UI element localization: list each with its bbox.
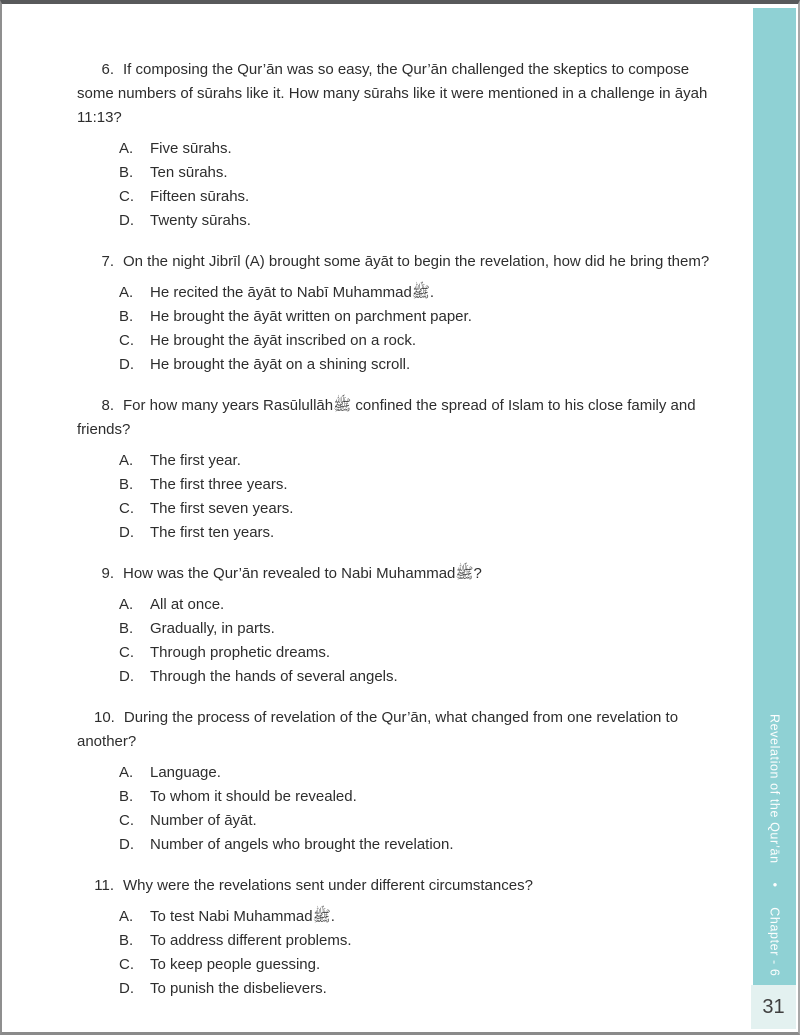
option-text: Through the hands of several angels. <box>150 668 398 685</box>
option-text: To whom it should be revealed. <box>150 788 357 805</box>
option-text: The first ten years. <box>150 524 275 541</box>
option-row <box>119 161 729 185</box>
option-text: He brought the āyāt inscribed on a rock. <box>150 332 416 349</box>
option-letter: B. <box>119 308 134 325</box>
option-text: He recited the āyāt to Nabī Muhammadﷺ. <box>150 284 435 301</box>
option-letter: A. <box>119 284 134 301</box>
options-list <box>119 137 729 233</box>
option-letter: B. <box>119 788 134 805</box>
question-number: 8. <box>101 397 114 414</box>
page-number-box <box>751 985 796 1029</box>
option-row <box>119 353 729 377</box>
question-stem <box>77 58 729 130</box>
options-list <box>119 761 729 857</box>
question-7 <box>77 250 729 377</box>
option-letter: C. <box>119 956 134 973</box>
option-text: Fifteen sūrahs. <box>150 188 250 205</box>
option-text: Number of angels who brought the revelation. <box>150 836 454 853</box>
option-row <box>119 761 729 785</box>
option-row <box>119 449 729 473</box>
option-text: Gradually, in parts. <box>150 620 275 637</box>
question-number: 7. <box>101 253 114 270</box>
option-text: All at once. <box>150 596 225 613</box>
option-text: The first three years. <box>150 476 288 493</box>
option-row <box>119 521 729 545</box>
option-row <box>119 305 729 329</box>
option-text: He brought the āyāt on a shining scroll. <box>150 356 411 373</box>
option-row <box>119 329 729 353</box>
option-letter: A. <box>119 596 134 613</box>
option-text: To address different problems. <box>150 932 352 949</box>
option-row <box>119 929 729 953</box>
question-9 <box>77 562 729 689</box>
question-text: How was the Qur’ān revealed to Nabi Muhammadﷺ? <box>123 565 482 582</box>
question-stem <box>77 562 729 586</box>
option-row <box>119 905 729 929</box>
question-number: 9. <box>101 565 114 582</box>
option-text: He brought the āyāt written on parchment paper. <box>150 308 472 325</box>
options-list <box>119 593 729 689</box>
option-text: The first seven years. <box>150 500 294 517</box>
question-6 <box>77 58 729 233</box>
option-row <box>119 137 729 161</box>
option-text: Language. <box>150 764 221 781</box>
option-row <box>119 641 729 665</box>
question-11 <box>77 874 729 1001</box>
option-row <box>119 617 729 641</box>
sidebar-vertical-text <box>768 714 782 976</box>
options-list <box>119 905 729 1001</box>
option-row <box>119 281 729 305</box>
question-number: 10. <box>94 709 115 726</box>
option-row <box>119 665 729 689</box>
option-text: Ten sūrahs. <box>150 164 228 181</box>
option-text: Through prophetic dreams. <box>150 644 331 661</box>
option-letter: D. <box>119 356 134 373</box>
option-letter: D. <box>119 980 134 997</box>
option-row <box>119 833 729 857</box>
page-number: 31 <box>762 995 785 1018</box>
option-letter: D. <box>119 668 134 685</box>
option-letter: D. <box>119 836 134 853</box>
option-letter: C. <box>119 332 134 349</box>
option-text: Number of āyāt. <box>150 812 257 829</box>
option-letter: A. <box>119 764 134 781</box>
option-letter: D. <box>119 524 134 541</box>
option-letter: A. <box>119 908 134 925</box>
option-text: Five sūrahs. <box>150 140 232 157</box>
option-letter: B. <box>119 164 134 181</box>
question-text: On the night Jibrīl (A) brought some āyāt to begin the revelation, how did he bring them? <box>123 253 710 270</box>
question-stem <box>77 874 729 898</box>
option-text: To punish the disbelievers. <box>150 980 327 997</box>
question-stem <box>77 250 729 274</box>
chapter-sidebar-tab <box>753 8 796 992</box>
question-stem <box>77 394 729 442</box>
option-row <box>119 185 729 209</box>
quiz-content <box>77 58 729 1018</box>
options-list <box>119 449 729 545</box>
question-text: Why were the revelations sent under different circumstances? <box>123 877 533 894</box>
option-row <box>119 785 729 809</box>
option-row <box>119 809 729 833</box>
option-letter: C. <box>119 812 134 829</box>
option-text: The first year. <box>150 452 241 469</box>
sidebar-chapter-number: Chapter - 6 <box>767 906 782 976</box>
option-letter: A. <box>119 452 134 469</box>
question-text: If composing the Qur’ān was so easy, the Qur’ān challenged the skeptics to compose some numbers of sūrahs like it. How many sūrahs like it were mentioned in a challenge in āyah 11:13? <box>77 61 708 126</box>
question-10 <box>77 706 729 857</box>
option-letter: D. <box>119 212 134 229</box>
option-letter: B. <box>119 476 134 493</box>
option-row <box>119 473 729 497</box>
option-text: To keep people guessing. <box>150 956 321 973</box>
bullet-separator: ● <box>770 880 780 890</box>
option-letter: C. <box>119 188 134 205</box>
question-number: 6. <box>101 61 114 78</box>
question-text: For how many years Rasūlullāhﷺ confined the spread of Islam to his close family and friends? <box>77 397 696 438</box>
option-row <box>119 977 729 1001</box>
option-letter: A. <box>119 140 134 157</box>
question-number: 11. <box>94 877 114 894</box>
option-text: To test Nabi Muhammadﷺ. <box>150 908 335 925</box>
sidebar-chapter-title: Revelation of the Qur’ān <box>767 713 782 864</box>
option-letter: C. <box>119 500 134 517</box>
question-8 <box>77 394 729 545</box>
options-list <box>119 281 729 377</box>
option-letter: B. <box>119 932 134 949</box>
question-stem <box>77 706 729 754</box>
option-row <box>119 593 729 617</box>
question-text: During the process of revelation of the Qur’ān, what changed from one revelation to another? <box>77 709 679 750</box>
option-text: Twenty sūrahs. <box>150 212 251 229</box>
option-row <box>119 953 729 977</box>
option-letter: B. <box>119 620 134 637</box>
option-letter: C. <box>119 644 134 661</box>
option-row <box>119 497 729 521</box>
option-row <box>119 209 729 233</box>
